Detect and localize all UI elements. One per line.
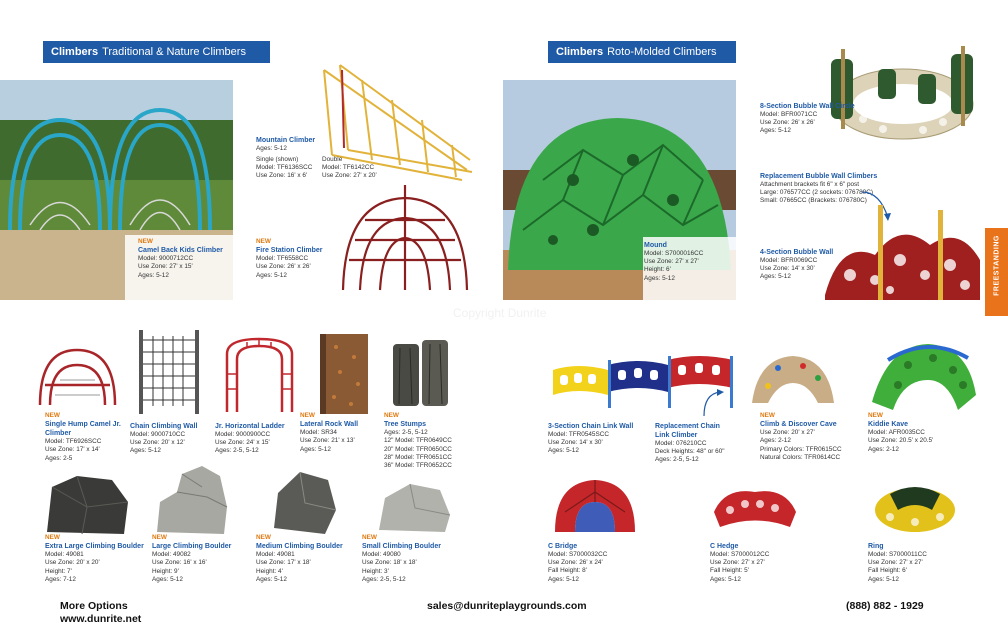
ring-image	[870, 482, 960, 537]
c-bridge-image	[550, 472, 640, 540]
kiddie-kave-image	[868, 340, 980, 415]
chain-wall-caption: Chain Climbing Wall Model: 9000710CC Use Zone: 20' x 12' Ages: 5-12	[130, 423, 198, 455]
fire-station-caption: NEW Fire Station Climber Model: TF6558CC Use Zone: 26' x 26' Ages: 5-12	[256, 238, 323, 279]
tree-stumps-image	[390, 338, 452, 410]
ring-caption: Ring Model: S7000011CC Use Zone: 27' x 27' Fall Height: 6' Ages: 5-12	[868, 543, 927, 583]
bubble-wall-4-image	[820, 200, 985, 310]
xl-boulder-image	[42, 472, 132, 540]
email-link[interactable]: sales@dunriteplaygrounds.com	[427, 600, 587, 612]
bubble-wall-circle-caption: 8-Section Bubble Wall Circle Model: BFR0071CC Use Zone: 26' x 26' Ages: 5-12	[760, 103, 855, 135]
camel-climber-caption: NEW Camel Back Kids Climber Model: 9000712CC Use Zone: 27' x 15' Ages: 5-12	[138, 238, 223, 279]
footer-more-options	[60, 600, 141, 626]
jr-ladder-image	[222, 334, 297, 414]
right-section-header: Climbers Roto-Molded Climbers	[548, 41, 736, 63]
mountain-climber-caption: Mountain Climber Ages: 5-12	[256, 137, 316, 152]
phone-number: (888) 882 - 1929	[846, 600, 924, 612]
replacement-bubble-caption: Replacement Bubble Wall Climbers Attachment brackets fit 6" x 6" post Large: 076577CC (2 sockets: 076780C) Small: 07665CC (Brackets: 076780C)	[760, 173, 878, 205]
mound-caption: Mound Model: S7000016CC Use Zone: 27' x 27' Height: 6' Ages: 5-12	[644, 242, 704, 282]
tree-stumps-caption: NEW Tree Stumps Ages: 2-5, 5-12 12" Model: TFR0649CC 20" Model: TFR0650CC 28" Model: TFR0651CC 36" Model: TFR0652CC	[384, 412, 452, 470]
c-bridge-caption: C Bridge Model: S7000032CC Use Zone: 26' x 24' Fall Height: 8' Ages: 5-12	[548, 543, 608, 583]
jr-ladder-caption: Jr. Horizontal Ladder Model: 9000900CC Use Zone: 24' x 15' Ages: 2-5, 5-12	[215, 423, 285, 455]
fire-station-image	[335, 180, 475, 295]
freestanding-tab[interactable]: FREESTANDING	[985, 228, 1008, 316]
mountain-double-caption: Double Model: TF6142CC Use Zone: 27' x 20'	[322, 156, 377, 180]
bubble-wall-4-caption: 4-Section Bubble Wall Model: BFR0069CC Use Zone: 14' x 30' Ages: 5-12	[760, 249, 834, 281]
c-hedge-image	[710, 482, 800, 532]
medium-boulder-caption: NEW Medium Climbing Boulder Model: 49081 Use Zone: 17' x 18' Height: 4' Ages: 5-12	[256, 534, 343, 583]
climb-cave-image	[748, 348, 838, 408]
large-boulder-caption: NEW Large Climbing Boulder Model: 49082 Use Zone: 16' x 16' Height: 9' Ages: 5-12	[152, 534, 232, 583]
kiddie-kave-caption: NEW Kiddie Kave Model: AFR0035CC Use Zone: 20.5' x 20.5' Ages: 2-12	[868, 412, 934, 453]
climb-cave-caption: NEW Climb & Discover Cave Use Zone: 20' x 27' Ages: 2-12 Primary Colors: TFR0615CC Natural Colors: TFR0614CC	[760, 412, 842, 461]
watermark: Copyright Dunrite	[453, 306, 547, 320]
single-hump-caption: NEW Single Hump Camel Jr. Climber Model: TF6926SCC Use Zone: 17' x 14' Ages: 2-5	[45, 412, 121, 462]
left-section-header: Climbers Traditional & Nature Climbers	[43, 41, 270, 63]
small-boulder-caption: NEW Small Climbing Boulder Model: 49080 Use Zone: 18' x 18' Height: 3' Ages: 2-5, 5-12	[362, 534, 441, 583]
replacement-chain-caption: Replacement Chain Link Climber Model: 076210CC Deck Heights: 48" or 60" Ages: 2-5, 5-12	[655, 423, 725, 464]
mountain-single-caption: Single (shown) Model: TF6136SCC Use Zone: 16' x 6'	[256, 156, 313, 180]
large-boulder-image	[152, 462, 232, 537]
medium-boulder-image	[270, 468, 340, 538]
chain-link-wall-caption: 3-Section Chain Link Wall Model: TFR0545SCC Use Zone: 14' x 30' Ages: 5-12	[548, 423, 634, 455]
rock-wall-caption: NEW Lateral Rock Wall Model: SR34 Use Zone: 21' x 13' Ages: 5-12	[300, 412, 359, 453]
single-hump-image	[35, 340, 120, 410]
more-options-label: More Options	[60, 600, 128, 612]
c-hedge-caption: C Hedge Model: S7000012CC Use Zone: 27' x 27' Fall Height: 5' Ages: 5-12	[710, 543, 770, 583]
chain-wall-image	[135, 326, 205, 416]
small-boulder-image	[375, 480, 453, 535]
chain-pointer-arrow	[700, 388, 730, 418]
xl-boulder-caption: NEW Extra Large Climbing Boulder Model: 49081 Use Zone: 20' x 20' Height: 7' Ages: 7-12	[45, 534, 144, 583]
rock-wall-image	[316, 332, 371, 417]
website-link[interactable]: www.dunrite.net	[60, 613, 142, 625]
